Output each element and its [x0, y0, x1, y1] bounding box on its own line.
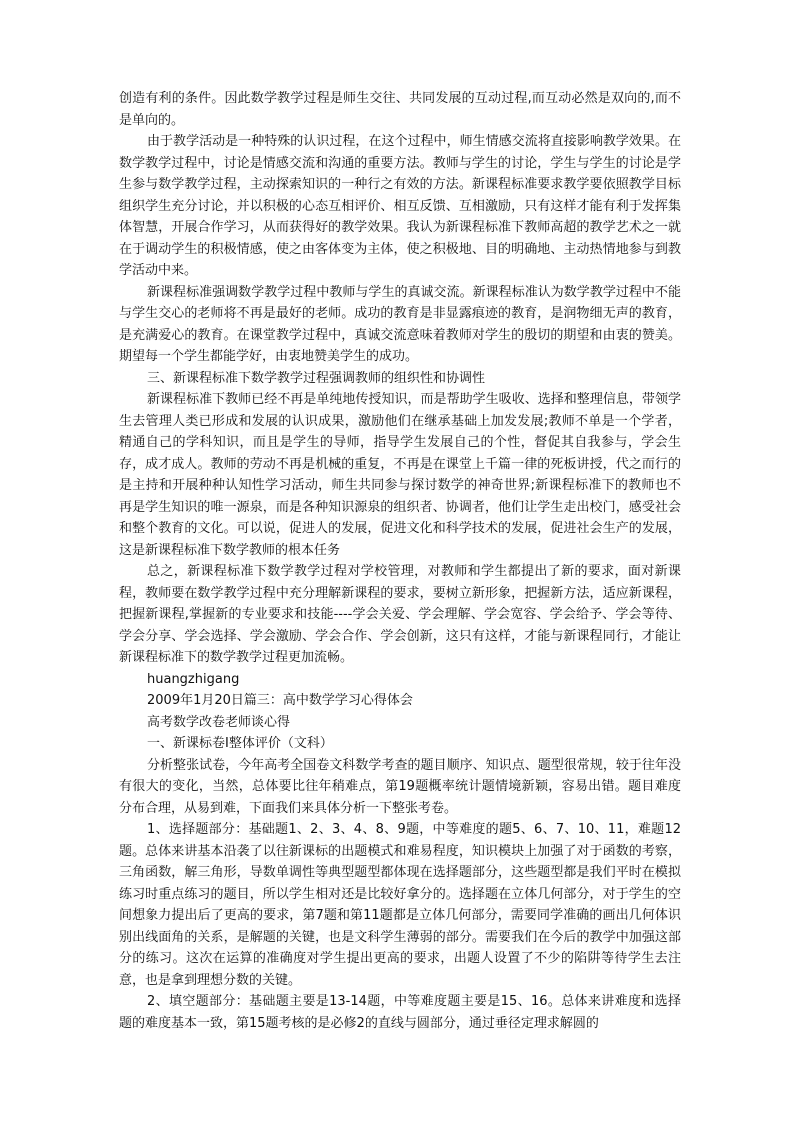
paragraph-summary: 总之，新课程标准下数学教学过程对学校管理，对教师和学生都提出了新的要求，面对新课程，教师要在数学教学过程中充分理解新课程的要求，要树立新形象，把握新方法，适应新课程，把握新课程,掌握新的专业要求和技能----学会关爱、学会理解、学会宽容、学会给予、学会等待、学会分享、学会选择、学会激励、学会合作、学会创新，这只有这样，才能与新课程同行，才能让新课程标准下的数学教学过程更加流畅。	[119, 564, 681, 665]
article-title: 高考数学改卷老师谈心得	[147, 714, 291, 730]
paragraph-fill-in-questions: 2、填空题部分：基础题主要是13-14题，中等难度题主要是15、16。总体来讲难度和选择题的难度基本一致，第15题考核的是必修2的直线与圆部分，通过垂径定理求解圆的	[119, 994, 681, 1031]
paragraph-emotional-exchange: 由于教学活动是一种特殊的认识过程，在这个过程中，师生情感交流将直接影响教学效果。在数学教学过程中，讨论是情感交流和沟通的重要方法。教师与学生的讨论，学生与学生的讨论是学生参与数学教学过程，主动探索知识的一种行之有效的方法。新课程标准要求教学要依照教学目标组织学生充分讨论，并以积极的心态互相评价、相互反馈、互相激励，只有这样才能有利于发挥集体智慧，开展合作学习，从而获得好的教学效果。我认为新课程标准下教师高超的教学艺术之一就在于调动学生的积极情感，使之由客体变为主体，使之积极地、目的明确地、主动热情地参与到教学活动中来。	[119, 134, 681, 278]
paragraph-sincere-communication: 新课程标准强调数学教学过程中教师与学生的真诚交流。新课程标准认为数学教学过程中不能与学生交心的老师将不再是最好的老师。成功的教育是非显露痕迹的教育，是润物细无声的教育，是充满爱心的教育。在课堂教学过程中，真诚交流意味着教师对学生的殷切的期望和由衷的赞美。期望每一个学生都能学好，由衷地赞美学生的成功。	[119, 284, 681, 364]
section-heading-three: 三、新课程标准下数学教学过程强调教师的组织性和协调性	[147, 370, 486, 386]
section-heading-one: 一、新课标卷Ⅰ整体评价（文科）	[147, 736, 333, 751]
author-name: huangzhigang	[147, 671, 240, 687]
document-page	[119, 88, 681, 1034]
paragraph-teacher-role: 新课程标准下教师已经不再是单纯地传授知识，而是帮助学生吸收、选择和整理信息，带领学生去管理人类已形成和发展的认识成果，激励他们在继承基础上加发发展;教师不单是一个学者，精通自己的学科知识，而且是学生的导师，指导学生发展自己的个性，督促其自我参与，学会生存，成才成人。教师的劳动不再是机械的重复，不再是在课堂上千篇一律的死板讲授，代之而行的是主持和开展种种认知性学习活动，师生共同参与探讨数学的神奇世界;新课程标准下的教师也不再是学生知识的唯一源泉，而是各种知识源泉的组织者、协调者，他们让学生走出校门，感受社会和整个教育的文化。可以说，促进人的发展，促进文化和科学技术的发展，促进社会生产的发展，这是新课程标准下数学教师的根本任务	[119, 392, 681, 558]
paragraph-interaction-conclusion: 创造有利的条件。因此数学教学过程是师生交往、共同发展的互动过程,而互动必然是双向的,而不是单向的。	[119, 91, 681, 128]
paragraph-choice-questions: 1、选择题部分：基础题1、2、3、4、8、9题，中等难度的题5、6、7、10、11，难题12题。总体来讲基本沿袭了以往新课标的出题模式和难易程度，知识模块上加强了对于函数的考察，三角函数，解三角形，导数单调性等典型题型都体现在选择题部分，这些题型都是我们平时在模拟练习时重点练习的题目，所以学生相对还是比较好拿分的。选择题在立体几何部分，对于学生的空间想象力提出后了更高的要求，第7题和第11题都是立体几何部分，需要同学准确的画出几何体识别出线面角的关系，是解题的关键，也是文科学生薄弱的部分。需要我们在今后的教学中加强这部分的练习。这次在运算的准确度对学生提出更高的要求，出题人设置了不少的陷阱等待学生去注意，也是拿到理想分数的关键。	[119, 822, 681, 988]
paragraph-exam-analysis: 分析整张试卷，今年高考全国卷文科数学考查的题目顺序、知识点、题型很常规，较于往年没有很大的变化，当然，总体要比往年稍难点，第19题概率统计题情境新颖，容易出错。题目难度分布合理，从易到难，下面我们来具体分析一下整张考卷。	[119, 757, 681, 816]
date-and-part-three-title: 2009年1月20日篇三：高中数学学习心得体会	[147, 693, 413, 708]
